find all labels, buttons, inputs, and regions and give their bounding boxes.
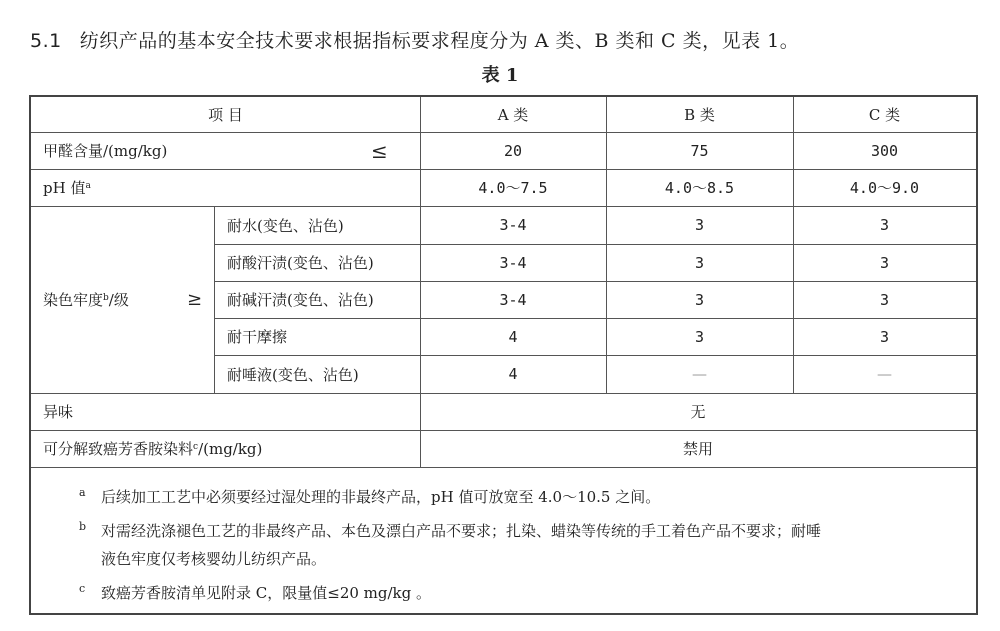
fastness-acid-c: 3	[879, 253, 890, 272]
clause-heading	[30, 26, 799, 53]
fastness-alkali-label: 耐碱汗渍(变色、沾色)	[227, 291, 374, 309]
ph-b: 4.0～8.5	[664, 179, 735, 197]
odor-label: 异味	[43, 403, 74, 421]
footnote-c-mark: c	[79, 582, 86, 595]
clause-text: 纺织产品的基本安全技术要求根据指标要求程度分为 A 类、B 类和 C 类，见表 1。	[79, 30, 800, 52]
formaldehyde-c: 300	[870, 141, 899, 160]
fastness-saliva-a: 4	[508, 365, 518, 383]
fastness-alkali-b: 3	[694, 290, 705, 309]
fastness-dry-rub-c: 3	[879, 327, 890, 346]
formaldehyde-a: 20	[503, 141, 523, 160]
fastness-alkali-a: 3-4	[499, 290, 527, 309]
header-class-c: C 类	[868, 106, 901, 124]
fastness-water-c: 3	[879, 216, 890, 234]
fastness-dry-rub-b: 3	[694, 327, 705, 346]
footnote-c	[79, 579, 969, 607]
fastness-dry-rub-a: 4	[508, 327, 518, 346]
ph-label: pH 值 $^a$	[43, 179, 91, 197]
footnote-c-text: 致癌芳香胺清单见附录 C，限量值≤20 mg/kg 。	[101, 584, 432, 602]
amine-footnote-mark: c	[193, 441, 199, 452]
fastness-saliva-label: 耐唾液(变色、沾色)	[227, 365, 359, 384]
fastness-acid-label: 耐酸汗渍(变色、沾色)	[227, 254, 374, 272]
fastness-water-b: 3	[694, 216, 705, 234]
fastness-acid-b: 3	[694, 253, 705, 272]
footnote-b-mark: b	[79, 520, 87, 533]
formaldehyde-b: 75	[690, 141, 709, 160]
footnote-b-line1: 对需经洗涤褪色工艺的非最终产品、本色及漂白产品不要求；扎染、蜡染等传统的手工着色产品不要求；耐唾	[101, 522, 822, 540]
header-class-a: A 类	[497, 106, 529, 124]
colorfastness-label: 染色牢度 $^b$ /级	[43, 291, 129, 309]
fastness-dry-rub-label: 耐干摩擦	[227, 328, 288, 346]
footnote-a	[79, 483, 969, 511]
amine-dye-label: 可分解致癌芳香胺染料 $^c$ /(mg/kg)	[43, 439, 263, 458]
amine-dye-value: 禁用	[682, 440, 713, 458]
colorfastness-footnote-mark: b	[103, 292, 109, 303]
fastness-acid-a: 3-4	[499, 253, 527, 272]
header-item: 项 目	[208, 106, 243, 124]
table-caption: 表 1	[481, 65, 519, 86]
fastness-water-label: 耐水(变色、沾色)	[227, 216, 344, 235]
ph-a: 4.0～7.5	[478, 179, 548, 197]
footnote-a-text: 后续加工工艺中必须要经过湿处理的非最终产品，pH 值可放宽至 4.0～10.5 之间。	[101, 488, 661, 506]
fastness-alkali-c: 3	[879, 290, 890, 309]
footnote-b	[79, 517, 969, 573]
header-class-b: B 类	[684, 106, 715, 124]
clause-number: 5.1	[30, 30, 62, 52]
footnote-b-line2: 液色牢度仅考核婴幼儿纺织产品。	[101, 550, 327, 568]
ph-footnote-mark: a	[85, 180, 91, 191]
safety-requirements-table	[29, 95, 978, 615]
fastness-water-a: 3-4	[499, 216, 527, 234]
colorfastness-sign: ≥	[187, 289, 203, 310]
ph-c: 4.0～9.0	[849, 179, 920, 197]
fastness-saliva-c: —	[877, 365, 892, 383]
formaldehyde-sign: ≤	[371, 138, 388, 163]
fastness-saliva-b: —	[692, 365, 707, 383]
formaldehyde-label: 甲醛含量/(mg/kg)	[43, 142, 168, 160]
odor-value: 无	[690, 403, 706, 421]
footnote-a-mark: a	[79, 486, 86, 499]
